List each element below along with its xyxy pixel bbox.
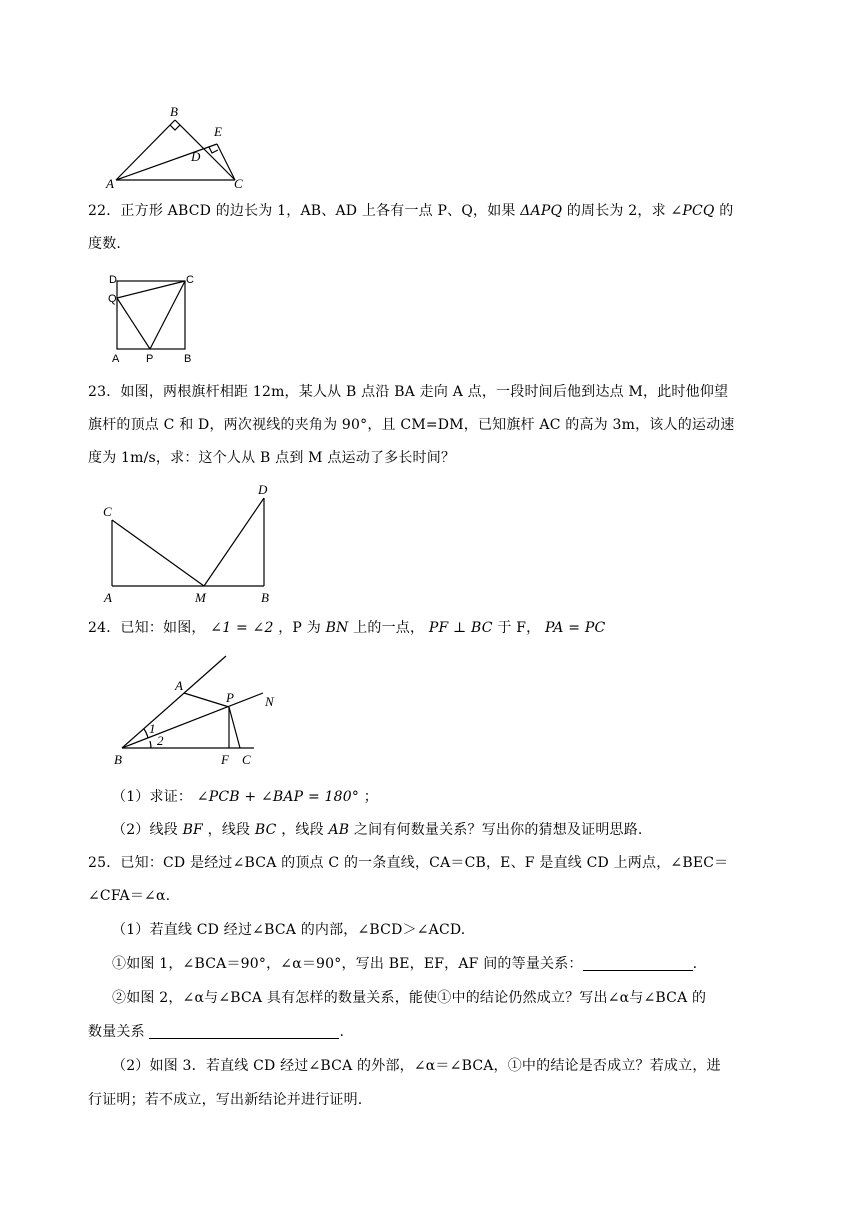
label-c: C <box>186 274 194 286</box>
label-a: A <box>104 590 112 605</box>
q25-part-2: （2）如图 3．若直线 CD 经过∠BCA 的外部，∠α＝∠BCA，①中的结论是否成立？若成立，进 <box>112 1058 721 1074</box>
label-a: A <box>175 678 183 693</box>
label-c: C <box>103 504 112 519</box>
label-f: F <box>221 752 229 767</box>
q25-line-8: 行证明；若不成立，写出新结论并进行证明. <box>88 1092 363 1108</box>
figure-triangle-abc <box>100 104 260 194</box>
label-d: D <box>258 482 268 497</box>
answer-blank-2[interactable] <box>149 1024 339 1039</box>
answer-blank-1[interactable] <box>583 956 693 971</box>
figure-flagpoles <box>100 478 280 606</box>
label-n: N <box>265 694 274 709</box>
q22-line-2: 度数. <box>88 236 122 252</box>
label-b: B <box>261 590 269 605</box>
label-b: B <box>114 752 122 767</box>
q24-line-1: 24．已知：如图， ∠1 = ∠2 ，P 为 BN 上的一点， PF ⊥ BC 于 F， PA = PC <box>88 620 606 636</box>
label-d: D <box>109 274 117 286</box>
label-p: P <box>226 690 234 705</box>
label-d: D <box>191 149 201 164</box>
label-a: A <box>112 353 120 365</box>
label-b: B <box>184 353 192 365</box>
label-m: M <box>195 590 206 605</box>
q25-line-6: 数量关系 . <box>88 1024 345 1040</box>
label-q: Q <box>108 293 117 305</box>
q25-part-1-ii: ②如图 2，∠α与∠BCA 具有怎样的数量关系，能使①中的结论仍然成立？写出∠α与∠BCA 的 <box>112 990 707 1006</box>
figure-square-abcd <box>100 268 210 364</box>
label-angle-2: 2 <box>157 733 164 748</box>
q23-line-2: 旗杆的顶点 C 和 D，两次视线的夹角为 90°，且 CM=DM，已知旗杆 AC 的高为 3m，该人的运动速 <box>88 417 735 433</box>
figure-angle-bisector <box>100 650 290 772</box>
q23-line-3: 度为 1m/s，求：这个人从 B 点到 M 点运动了多长时间？ <box>88 450 456 466</box>
label-c: C <box>242 752 251 767</box>
label-a: A <box>106 176 114 191</box>
label-p: P <box>146 353 154 365</box>
q25-part-1-i: ①如图 1，∠BCA＝90°，∠α＝90°，写出 BE，EF，AF 间的等量关系： . <box>112 956 698 972</box>
label-b: B <box>170 104 178 119</box>
q25-line-1: 25．已知：CD 是经过∠BCA 的顶点 C 的一条直线，CA＝CB，E、F 是直线 CD 上两点，∠BEC＝ <box>88 855 729 871</box>
label-e: E <box>214 124 222 139</box>
q25-part-1: （1）若直线 CD 经过∠BCA 的内部，∠BCD＞∠ACD. <box>112 922 466 938</box>
label-c: C <box>234 176 243 191</box>
q24-part-1: （1）求证： ∠PCB + ∠BAP = 180° ； <box>112 789 378 805</box>
q23-line-1: 23．如图，两根旗杆相距 12m，某人从 B 点沿 BA 走向 A 点，一段时间后他到达点 M，此时他仰望 <box>88 384 729 400</box>
q24-part-2: （2）线段 BF ，线段 BC ，线段 AB 之间有何数量关系？写出你的猜想及证明思路. <box>112 822 643 838</box>
q22-line-1: 22．正方形 ABCD 的边长为 1，AB、AD 上各有一点 P、Q，如果 ΔAPQ 的周长为 2，求 ∠PCQ 的 <box>88 203 734 219</box>
label-angle-1: 1 <box>149 721 156 736</box>
q25-line-2: ∠CFA＝∠α. <box>88 888 171 904</box>
